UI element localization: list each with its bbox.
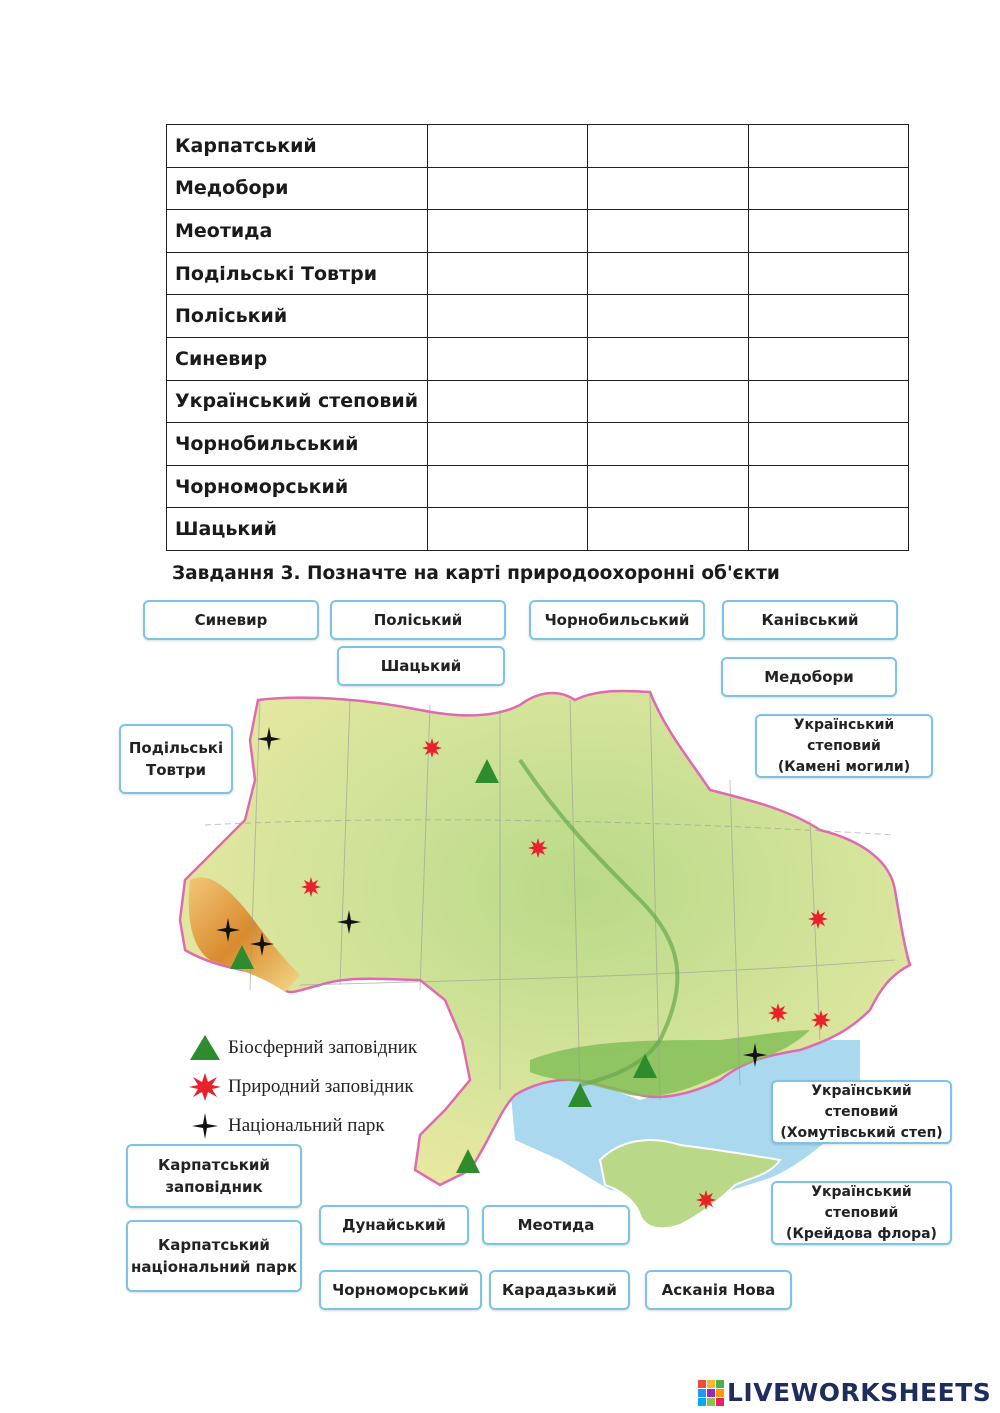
reserve-name-cell: Український степовий [167,380,428,423]
label-dunaiskyi[interactable]: Дунайський [319,1205,469,1245]
label-karpatskyi-park[interactable]: Карпатський національний парк [126,1220,302,1292]
label-chornomorskyi[interactable]: Чорноморський [319,1270,482,1310]
label-meotyda[interactable]: Меотида [482,1205,630,1245]
reserve-name-cell: Синевир [167,337,428,380]
nature-reserve-marker [811,1010,831,1030]
nature-reserve-marker [808,909,828,929]
task-title: Завдання 3. Позначте на карті природоохоронні об'єкти [172,563,780,584]
label-stepovyi-kreidova[interactable]: Український степовий (Крейдова флора) [771,1181,952,1245]
star-icon [188,1072,222,1102]
reserve-name-cell: Чорноморський [167,465,428,508]
label-karadazkyi[interactable]: Карадазький [489,1270,630,1310]
reserve-name-cell: Подільські Товтри [167,252,428,295]
legend-nature: Природний заповідник [188,1067,417,1106]
label-poliskyi[interactable]: Поліський [330,600,506,640]
label-kanivskyi[interactable]: Канівський [722,600,898,640]
reserve-name-cell: Поліський [167,295,428,338]
reserve-name-cell: Шацький [167,508,428,551]
liveworksheets-logo: LIVEWORKSHEETS [698,1378,991,1407]
label-shatskyi[interactable]: Шацький [337,646,505,686]
label-synevyr[interactable]: Синевир [143,600,319,640]
nature-reserve-marker [301,877,321,897]
label-chornobylskyi[interactable]: Чорнобильський [529,600,705,640]
nature-reserve-marker [696,1190,716,1210]
cross-star-icon [188,1111,222,1141]
label-karpatskyi-zapovidnyk[interactable]: Карпатський заповідник [126,1144,302,1208]
nature-reserve-marker [528,838,548,858]
legend-national: Національний парк [188,1106,417,1145]
logo-icon [698,1380,724,1406]
legend-biosphere: Біосферний заповідник [188,1028,417,1067]
label-stepovyi-kamenni[interactable]: Український степовий (Камені могили) [755,714,933,778]
nature-reserve-marker [768,1003,788,1023]
triangle-icon [188,1033,222,1063]
label-podilski-tovtry[interactable]: Подільські Товтри [119,724,233,794]
reserve-name-cell: Медобори [167,167,428,210]
label-stepovyi-khomutiv[interactable]: Український степовий (Хомутівський степ) [771,1080,952,1144]
reserve-name-cell: Меотида [167,210,428,253]
label-medobory[interactable]: Медобори [721,657,897,697]
nature-reserve-marker [422,738,442,758]
label-askaniia-nova[interactable]: Асканія Нова [645,1270,792,1310]
reserve-name-cell: Чорнобильський [167,423,428,466]
map-legend [188,1028,417,1145]
reserve-name-cell: Карпатський [167,125,428,168]
